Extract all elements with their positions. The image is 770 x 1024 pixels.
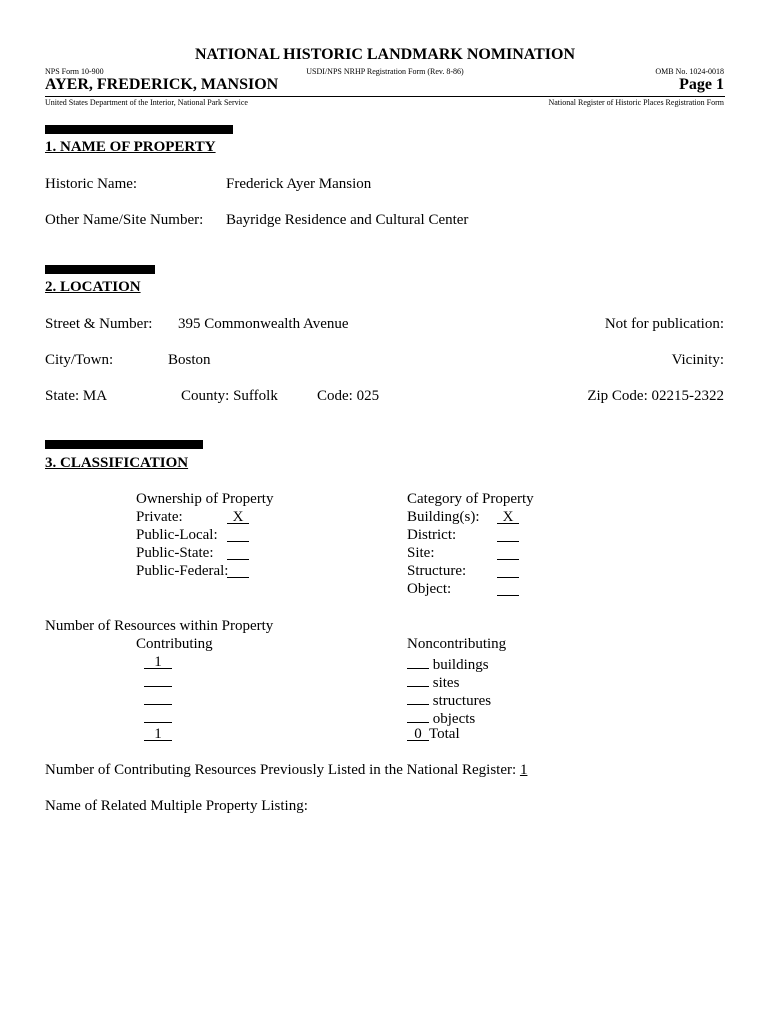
noncontributing-total-label: Total: [429, 726, 460, 742]
section-2-bar: [45, 265, 155, 274]
noncontributing-objects-value: [407, 708, 429, 723]
category-object-label: Object:: [407, 581, 452, 597]
ownership-title: Ownership of Property: [136, 491, 274, 507]
contributing-buildings: 1: [144, 654, 172, 669]
city-value: Boston: [168, 352, 211, 368]
category-district-mark: [497, 527, 519, 542]
contributing-objects: [144, 708, 172, 723]
noncontributing-buildings-label: buildings: [432, 657, 489, 673]
omb-number: OMB No. 1024-0018: [655, 67, 724, 76]
document-title: NATIONAL HISTORIC LANDMARK NOMINATION: [194, 46, 576, 63]
code-value: Code: 025: [317, 388, 380, 404]
not-for-publication-label: Not for publication:: [604, 316, 724, 332]
multiple-listing-label: Name of Related Multiple Property Listing:: [45, 798, 308, 814]
category-object-mark: [497, 581, 519, 596]
category-district-label: District:: [407, 527, 457, 543]
vicinity-label: Vicinity:: [671, 352, 724, 368]
registration-form-label: USDI/NPS NRHP Registration Form (Rev. 8-86): [306, 67, 464, 76]
historic-name-value: Frederick Ayer Mansion: [226, 176, 372, 192]
page-number: Page 1: [679, 76, 724, 93]
ownership-public-local-label: Public-Local:: [136, 527, 218, 543]
other-name-label: Other Name/Site Number:: [45, 212, 204, 228]
county-value: County: Suffolk: [181, 388, 278, 404]
city-label: City/Town:: [45, 352, 114, 368]
noncontributing-title: Noncontributing: [407, 636, 507, 652]
section-1-heading: 1. NAME OF PROPERTY: [45, 139, 216, 155]
noncontributing-structures-value: [407, 690, 429, 705]
form-number: NPS Form 10-900: [45, 67, 104, 76]
category-structure-mark: [497, 563, 519, 578]
noncontributing-total-value: 0: [407, 726, 429, 741]
noncontributing-structures-label: structures: [432, 693, 492, 709]
ownership-public-federal-label: Public-Federal:: [136, 563, 229, 579]
section-1-bar: [45, 125, 233, 134]
noncontributing-objects-label: objects: [432, 711, 476, 727]
street-value: 395 Commonwealth Avenue: [178, 316, 349, 332]
previously-listed-label: Number of Contributing Resources Previously Listed in the National Register:: [45, 762, 517, 778]
ownership-public-state-mark: [227, 545, 249, 560]
category-site-label: Site:: [407, 545, 435, 561]
street-label: Street & Number:: [45, 316, 153, 332]
category-title: Category of Property: [407, 491, 534, 507]
resources-title: Number of Resources within Property: [45, 618, 274, 634]
state-value: State: MA: [45, 388, 108, 404]
department-label: United States Department of the Interior, National Park Service: [45, 98, 248, 107]
ownership-private-mark: X: [227, 509, 249, 524]
section-3-bar: [45, 440, 203, 449]
section-2-heading: 2. LOCATION: [45, 279, 141, 295]
ownership-public-federal-mark: [227, 563, 249, 578]
contributing-title: Contributing: [136, 636, 213, 652]
noncontributing-buildings-value: [407, 654, 429, 669]
category-structure-label: Structure:: [407, 563, 467, 579]
noncontributing-sites-label: sites: [432, 675, 460, 691]
contributing-structures: [144, 690, 172, 705]
category-building-label: Building(s):: [407, 509, 480, 525]
ownership-public-state-label: Public-State:: [136, 545, 214, 561]
category-site-mark: [497, 545, 519, 560]
zip-code-value: Zip Code: 02215-2322: [587, 388, 724, 404]
contributing-total: 1: [144, 726, 172, 741]
other-name-value: Bayridge Residence and Cultural Center: [226, 212, 469, 228]
property-name: AYER, FREDERICK, MANSION: [45, 76, 279, 93]
noncontributing-sites-value: [407, 672, 429, 687]
ownership-private-label: Private:: [136, 509, 183, 525]
category-building-mark: X: [497, 509, 519, 524]
ownership-public-local-mark: [227, 527, 249, 542]
register-label: National Register of Historic Places Registration Form: [548, 98, 724, 107]
previously-listed-value: 1: [519, 762, 528, 778]
historic-name-label: Historic Name:: [45, 176, 138, 192]
contributing-sites: [144, 672, 172, 687]
header-rule: [45, 96, 725, 97]
section-3-heading: 3. CLASSIFICATION: [45, 455, 189, 471]
